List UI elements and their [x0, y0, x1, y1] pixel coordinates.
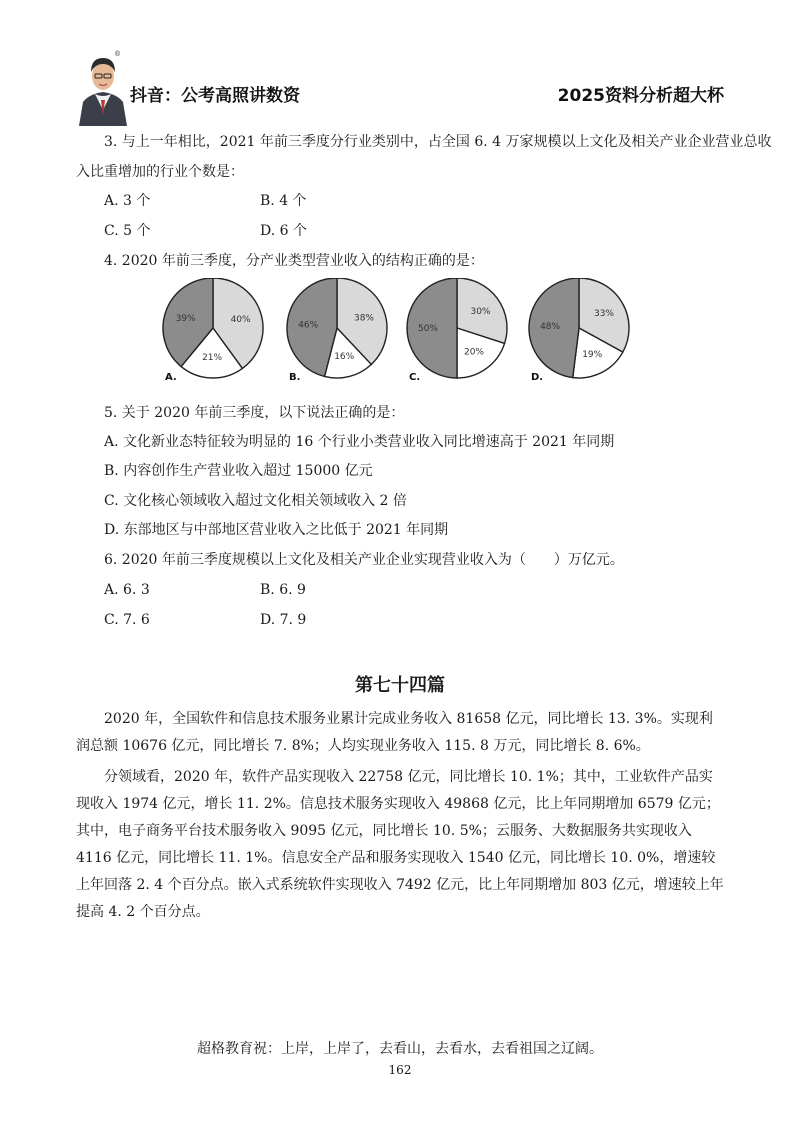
q6-option-d: D. 7. 9 — [260, 612, 307, 628]
q6-option-a: A. 6. 3 — [104, 582, 150, 598]
pie-c — [407, 278, 507, 383]
q5-option-c: C. 文化核心领域收入超过文化相关领域收入 2 倍 — [104, 493, 407, 509]
q5-option-b: B. 内容创作生产营业收入超过 15000 亿元 — [104, 463, 373, 479]
q3-option-d: D. 6 个 — [260, 223, 307, 239]
q6-option-c: C. 7. 6 — [104, 612, 150, 628]
pie-b — [287, 278, 387, 383]
pie-b-option-letter: B. — [289, 372, 301, 383]
pie-c-slice-label-1: 20% — [463, 347, 485, 358]
page-number: 162 — [388, 1063, 412, 1077]
q3-option-c: C. 5 个 — [104, 223, 151, 239]
q3-stem-line2: 入比重增加的行业个数是： — [76, 164, 244, 180]
q5-option-d: D. 东部地区与中部地区营业收入之比低于 2021 年同期 — [104, 522, 449, 538]
pie-a-option-letter: A. — [165, 372, 177, 383]
pie-c-option-letter: C. — [409, 372, 421, 383]
pie-c-slice-label-0: 30% — [470, 307, 491, 317]
q3-stem-line1: 3. 与上一年相比，2021 年前三季度分行业类别中，占全国 6. 4 万家规模以上文化及相关产业企业营业总收 — [104, 134, 772, 150]
q4-pie-options — [145, 278, 645, 388]
q6-option-b: B. 6. 9 — [260, 582, 306, 598]
pie-d-slice-label-1: 19% — [582, 349, 603, 360]
header-right-label: 2025资料分析超大杯 — [557, 86, 724, 106]
footer-motto: 超格教育祝：上岸，上岸了，去看山，去看水，去看祖国之辽阔。 — [197, 1041, 603, 1057]
pie-d-slice-label-2: 48% — [540, 322, 561, 333]
section-title: 第七十四篇 — [355, 675, 445, 696]
pie-a-slice-label-1: 21% — [202, 353, 223, 363]
pie-a-slice-label-0: 40% — [230, 315, 251, 325]
avatar-registered-mark: ® — [114, 50, 121, 58]
q6-stem: 6. 2020 年前三季度规模以上文化及相关产业企业实现营业收入为（ ）万亿元。 — [104, 552, 624, 568]
pie-b-slice-label-2: 46% — [298, 320, 319, 331]
pie-b-slice-label-0: 38% — [353, 313, 375, 324]
q3-option-b: B. 4 个 — [260, 193, 307, 209]
pie-d-option-letter: D. — [531, 372, 544, 383]
section-paragraph-2: 分领域看，2020 年，软件产品实现收入 22758 亿元，同比增长 10. 1%；其中，工业软件产品实现收入 1974 亿元，增长 11. 2%。信息技术服务实现收入 49868 亿元，比上年同期增加 6579 亿元；其中，电子商务平台技术服务收入 9095 亿元，同比增长 10. 5%；云服务、大数据服务共实现收入 4116 亿元，同比增长 11. 1%。信息安全产品和服务实现收入 1540 亿元，同比增长 10. 0%，增速较上年回落 2. 4 个百分点。嵌入式系统软件实现收入 7492 亿元，比上年同期增加 803 亿元，增速较上年提高 4. 2 个百分点。 — [76, 769, 724, 920]
pie-a — [163, 278, 263, 383]
pie-c-slice-label-2: 50% — [417, 324, 439, 334]
q5-stem: 5. 关于 2020 年前三季度，以下说法正确的是： — [104, 405, 405, 421]
q5-option-a: A. 文化新业态特征较为明显的 16 个行业小类营业收入同比增速高于 2021 年同期 — [104, 434, 615, 450]
q4-stem: 4. 2020 年前三季度，分产业类型营业收入的结构正确的是： — [104, 253, 484, 269]
header-left-label: 抖音：公考高照讲数资 — [130, 86, 300, 106]
pie-b-slice-label-1: 16% — [334, 352, 355, 363]
section-paragraph-1: 2020 年，全国软件和信息技术服务业累计完成业务收入 81658 亿元，同比增长 13. 3%。实现利润总额 10676 亿元，同比增长 7. 8%；人均实现业务收入 115. 8 万元，同比增长 8. 6%。 — [76, 711, 713, 754]
pie-a-slice-label-2: 39% — [175, 314, 196, 325]
pie-d-slice-label-0: 33% — [593, 309, 615, 320]
pie-d — [529, 278, 629, 383]
author-avatar — [77, 50, 129, 126]
q3-option-a: A. 3 个 — [104, 193, 151, 209]
